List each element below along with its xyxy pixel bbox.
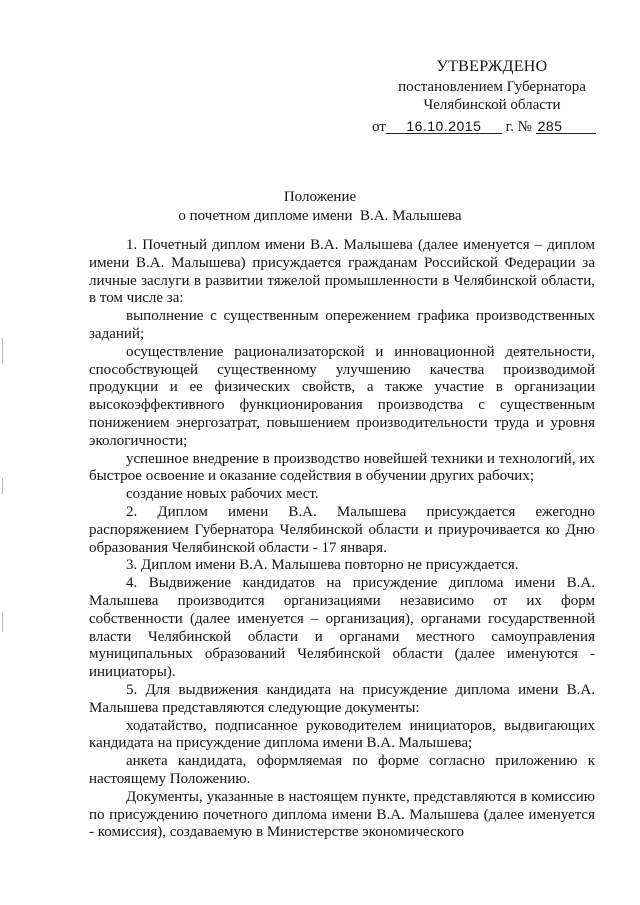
paragraph: 5. Для выдвижения кандидата на присуждение диплома имени В.А. Малышева представляются следующие документы:: [89, 681, 595, 716]
approval-stamp: УТВЕРЖДЕНО: [436, 58, 548, 75]
approval-line-1: постановлением Губернатора: [398, 78, 586, 95]
scan-edge-mark: [2, 612, 3, 632]
approval-number: 285: [536, 119, 596, 134]
document-title: Положение: [283, 189, 357, 205]
from-label: от: [372, 118, 386, 135]
document-body: [89, 237, 595, 842]
paragraph: успешное внедрение в производство новейшей техники и технологий, их быстрое освоение и оказание содействия в обучении других рабочих;: [89, 450, 595, 485]
paragraph: 4. Выдвижение кандидатов на присуждение диплома имени В.А. Малышева производится организациями независимо от их форм собственности (далее именуется – организация), органами государственной власти Челябинской области и органами местного самоуправления муниципальных образований Челябинской области (далее именуются - инициаторы).: [89, 575, 595, 681]
paragraph: 3. Диплом имени В.А. Малышева повторно не присуждается.: [126, 557, 519, 574]
paragraph: анкета кандидата, оформляемая по форме согласно приложению к настоящему Положению.: [89, 753, 595, 787]
paragraph: Документы, указанные в настоящем пункте, представляются в комиссию по присуждению почетного диплома имени В.А. Малышева (далее именуется - комиссия), создаваемую в Министерстве экономического: [89, 788, 595, 841]
approval-line-2: Челябинской области: [423, 97, 561, 113]
paragraph: выполнение с существенным опережением графика производственных заданий;: [89, 308, 595, 342]
paragraph: ходатайство, подписанное руководителем инициаторов, выдвигающих кандидата на присуждение диплома имени В.А. Малышева;: [89, 717, 595, 752]
paragraph: осуществление рационализаторской и инновационной деятельности, способствующей существенному улучшению качества производимой продукции и ее физических свойств, а также участие в организации высокоэффективного функционирования производства с существенным понижением энергозатрат, повышением производительности труда и уровня экологичности;: [89, 343, 595, 449]
scan-edge-mark: [2, 338, 3, 364]
approval-date: 16.10.2015: [386, 119, 502, 134]
scan-edge-mark: [2, 478, 3, 494]
approval-date-line: [372, 118, 612, 137]
paragraph: 1. Почетный диплом имени В.А. Малышева (далее именуется – диплом имени В.А. Малышева) присуждается гражданам Российской Федерации за личные заслуги в развитии тяжелой промышленности в Челябинской области, в том числе за:: [89, 237, 595, 307]
document-subtitle: о почетном дипломе имени В.А. Малышева: [178, 208, 462, 224]
paragraph: 2. Диплом имени В.А. Малышева присуждается ежегодно распоряжением Губернатора Челябинской области и приурочивается ко Дню образования Челябинской области - 17 января.: [89, 503, 595, 556]
year-suffix: г. №: [501, 118, 536, 135]
approval-block: [372, 58, 612, 136]
paragraph: создание новых рабочих мест.: [126, 486, 319, 503]
document-heading: [0, 188, 640, 226]
